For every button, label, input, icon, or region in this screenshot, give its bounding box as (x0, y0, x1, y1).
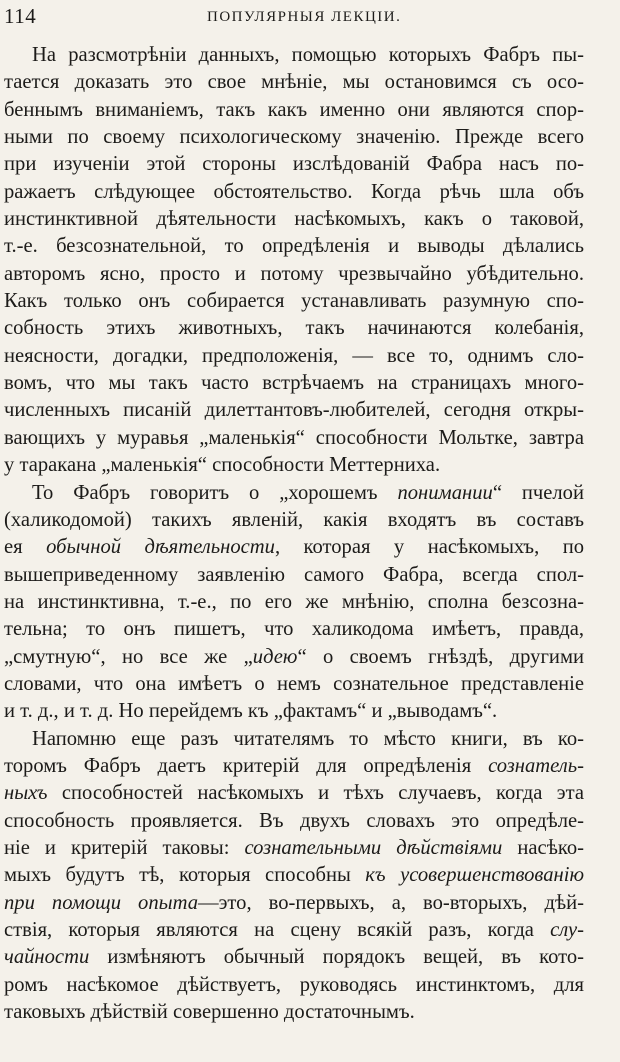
text-line: тельна; то онъ пишетъ, что халикодома имѣетъ, правда, (4, 618, 584, 641)
text-line: То Фабръ говоритъ о „хорошемъ понимании“ пчелой (32, 481, 585, 504)
text-line: авторомъ ясно, просто и потому чрезвычайно убѣдительно. (4, 262, 584, 285)
text-line: неясности, догадки, предположенія, — все то, однимъ сло- (4, 344, 584, 367)
text-line: при помощи опыта—это, во-первыхъ, а, во-вторыхъ, дѣй- (4, 891, 584, 914)
text-line: тается доказать это свое мнѣніе, мы остановимся съ осо- (4, 71, 584, 94)
text-line: ражаетъ слѣдующее обстоятельство. Когда рѣчь шла объ (4, 180, 584, 203)
text-line: ными по своему психологическому значенію. Прежде всего (4, 126, 584, 149)
running-head: ПОПУЛЯРНЫЯ ЛЕКЦІИ. (207, 9, 402, 25)
page-header (4, 4, 610, 28)
text-line: и т. д., и т. д. Но перейдемъ къ „фактамъ“ и „выводамъ“. (4, 700, 498, 723)
text-line: На разсмотрѣніи данныхъ, помощью которыхъ Фабръ пы- (32, 44, 584, 66)
text-line: ромъ насѣкомое дѣйствуетъ, руководясь инстинктомъ, для (4, 973, 584, 996)
text-line: ея обычной дѣятельности, которая у насѣкомыхъ, по (4, 536, 585, 559)
text-line: (халикодомой) такихъ явленій, какія входятъ въ составъ (4, 508, 584, 531)
text-line: торомъ Фабръ даетъ критерій для опредѣленія сознатель- (4, 754, 584, 777)
text-line: способность проявляется. Въ двухъ словахъ это опредѣле- (4, 809, 584, 832)
text-line: „смутную“, но все же „идею“ о своемъ гнѣздѣ, другими (4, 645, 585, 668)
text-line: чайности измѣняютъ обычный порядокъ вещей, въ кото- (4, 946, 584, 969)
text-line: беннымъ вниманіемъ, такъ какъ именно они являются спор- (4, 98, 584, 121)
text-line: собность этихъ животныхъ, такъ начинаются колебанія, (4, 317, 584, 340)
text-line: ніе и критерій таковы: сознательными дѣйствіями насѣко- (4, 836, 584, 859)
text-line: вышеприведенному заявленію самого Фабра, всегда спол- (4, 563, 584, 586)
text-line: инстинктивной дѣятельности насѣкомыхъ, какъ о таковой, (4, 208, 584, 231)
text-line: ствія, которыя являются на сцену всякій разъ, когда слу- (4, 919, 584, 941)
text-line: т.-е. безсознательной, то опредѣленія и выводы дѣлались (4, 235, 584, 258)
paragraph (4, 480, 584, 726)
text-line: словами, что она имѣетъ о немъ сознательное представленіе (4, 672, 584, 695)
paragraph (4, 42, 584, 480)
text-line: Напомню еще разъ читателямъ то мѣсто книги, въ ко- (32, 727, 584, 750)
page-number: 114 (4, 4, 37, 28)
text-line: мыхъ будутъ тѣ, которыя способны къ усовершенствованію (4, 864, 584, 887)
text-line: численныхъ писаній дилеттантовъ-любителей, сегодня откры- (4, 399, 584, 422)
text-line: вомъ, что мы такъ часто встрѣчаемъ на страницахъ много- (4, 372, 584, 395)
text-line: таковыхъ дѣйствій совершенно достаточнымъ. (4, 1001, 415, 1024)
text-line: вающихъ у муравья „маленькія“ способности Мольтке, завтра (4, 426, 584, 449)
text-line: Какъ только онъ собирается устанавливать разумную спо- (4, 290, 584, 313)
text-line: ныхъ способностей насѣкомыхъ и тѣхъ случаевъ, когда эта (4, 782, 584, 805)
text-line: у таракана „маленькія“ способности Меттерниха. (4, 454, 441, 477)
body-text (4, 42, 584, 1026)
text-line: на инстинктивна, т.-е., по его же мнѣнію, сполна безсозна- (4, 590, 584, 613)
paragraph (4, 726, 584, 1027)
text-line: при изученіи этой стороны изслѣдованій Фабра насъ по- (4, 153, 584, 176)
